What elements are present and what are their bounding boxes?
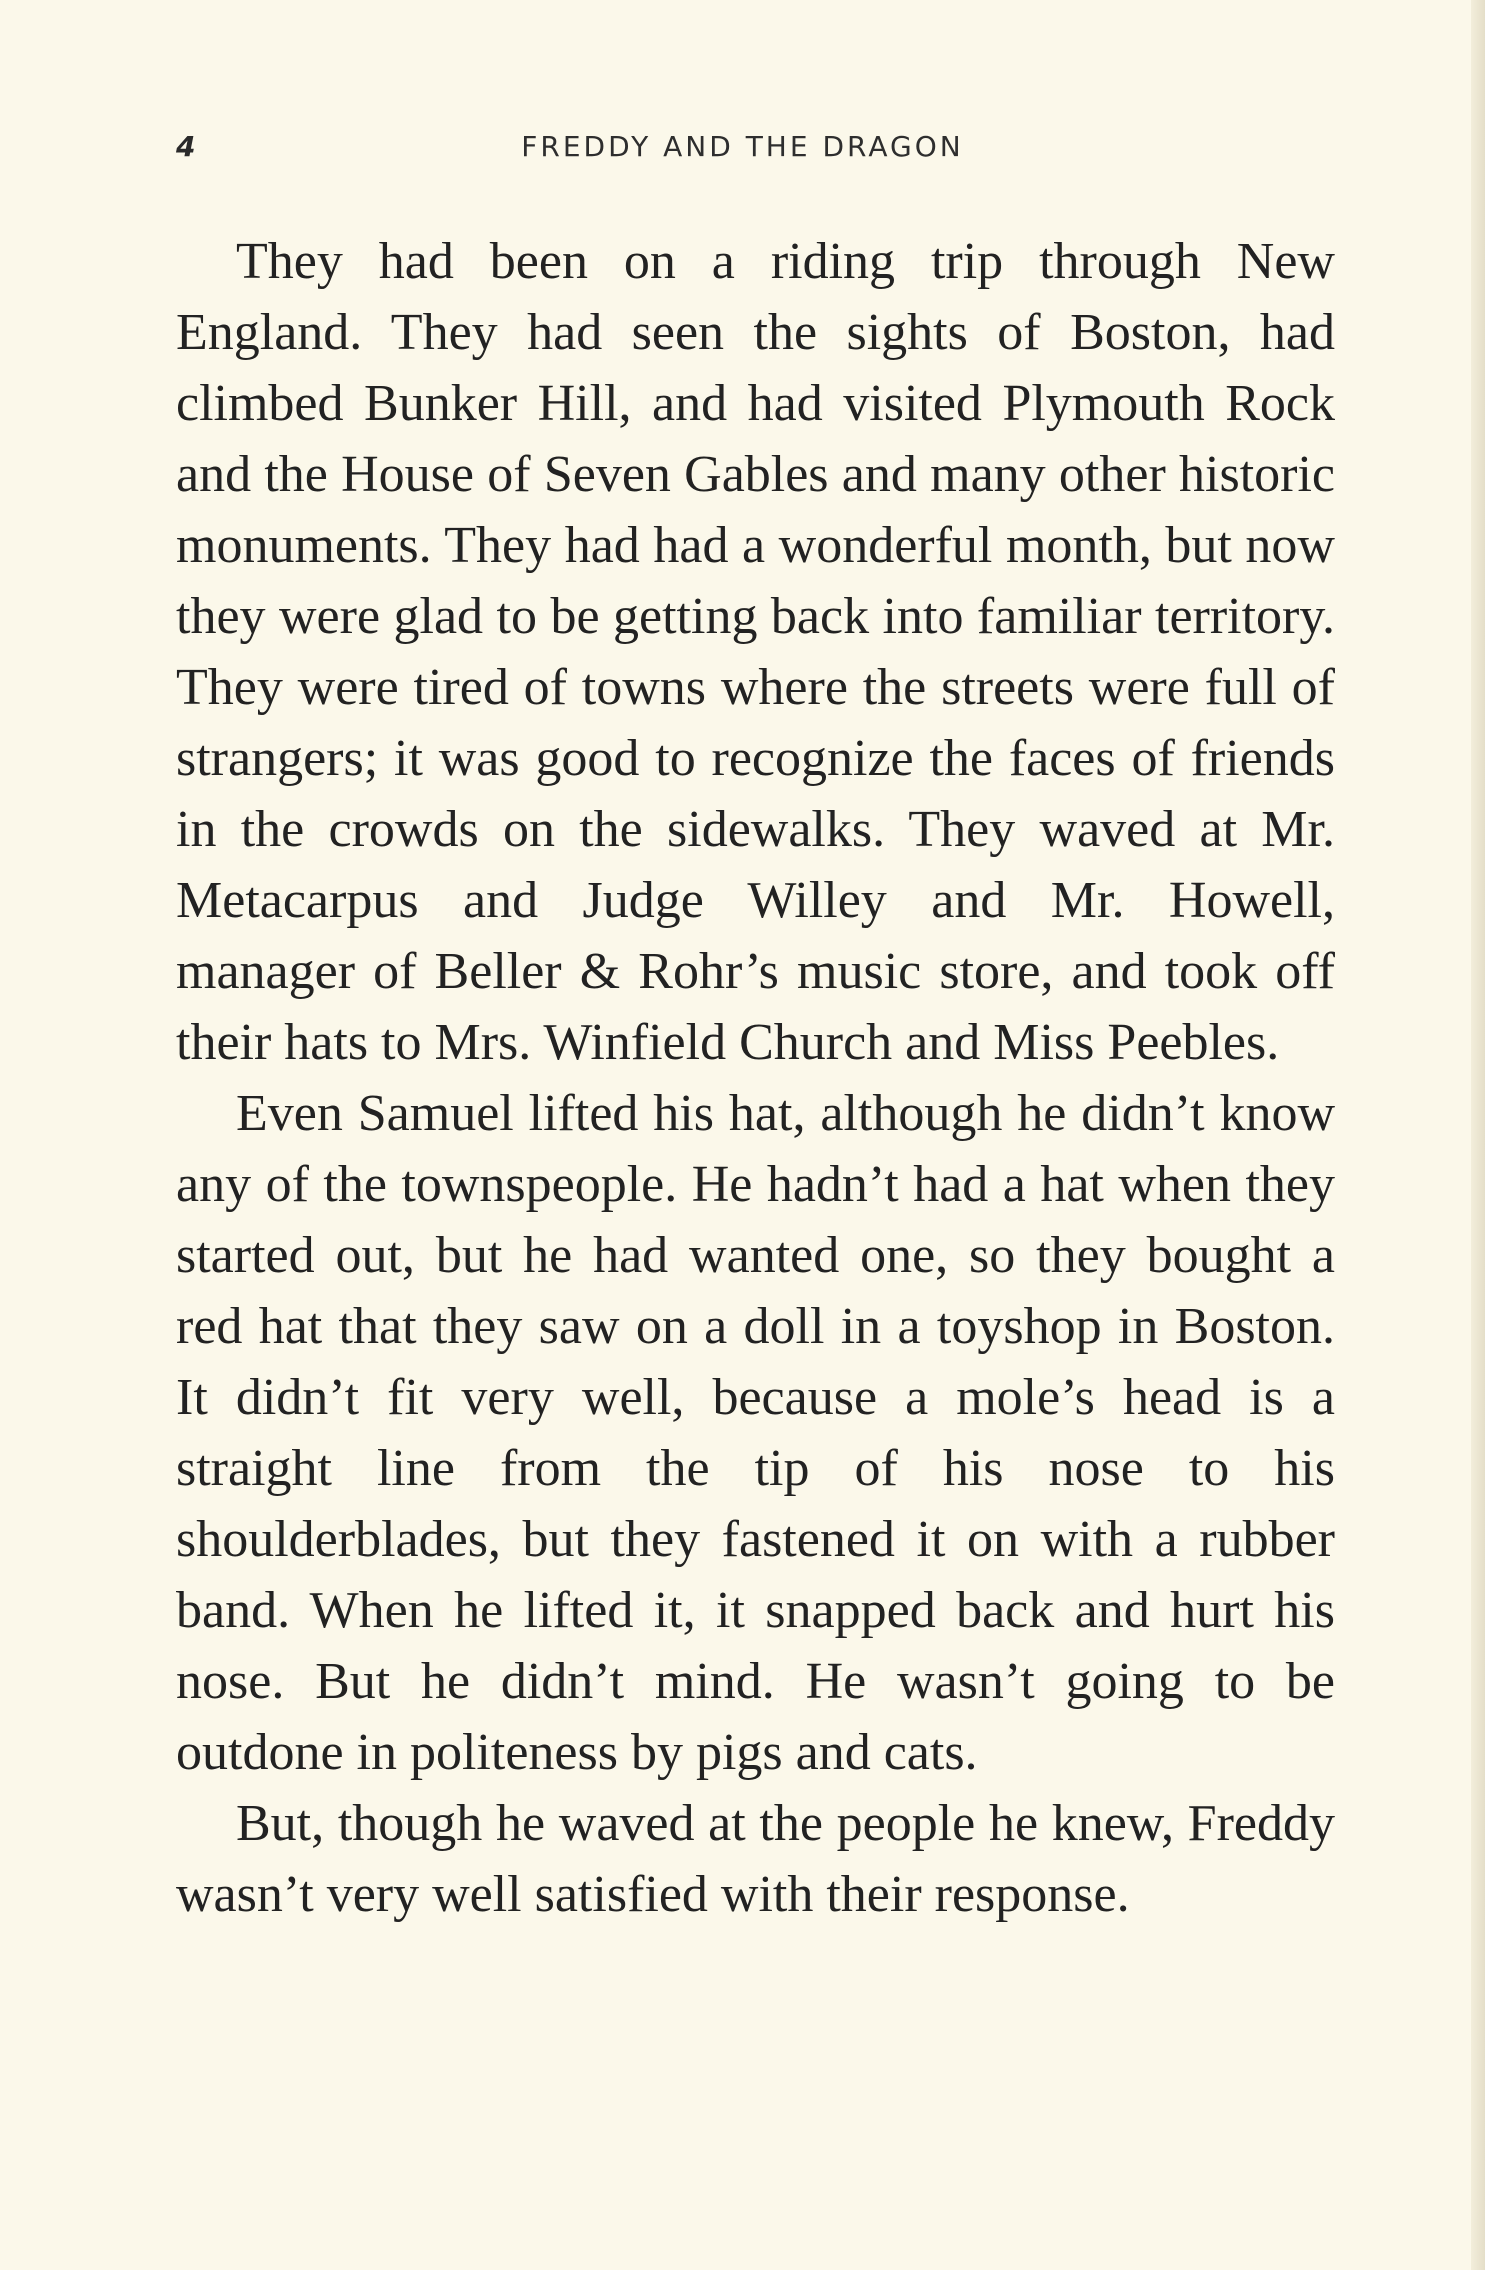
body-text bbox=[176, 226, 1335, 1930]
running-title: FREDDY AND THE DRAGON bbox=[521, 130, 964, 163]
page-edge bbox=[1471, 0, 1485, 2270]
page-number: 4 bbox=[176, 130, 196, 163]
paragraph: But, though he waved at the people he knew, Freddy wasn’t very well satisfied with their response. bbox=[176, 1795, 1335, 1923]
paragraph: They had been on a riding trip through New England. They had seen the sights of Boston, had climbed Bunker Hill, and had visited Plymouth Rock and the House of Seven Gables and many other historic monuments. They had had a wonderful month, but now they were glad to be getting back into familiar territory. They were tired of towns where the streets were full of strangers; it was good to recognize the faces of friends in the crowds on the sidewalks. They waved at Mr. Metacarpus and Judge Willey and Mr. Howell, manager of Beller & Rohr’s music store, and took off their hats to Mrs. Winfield Church and Miss Peebles. bbox=[176, 233, 1335, 1071]
page-header bbox=[0, 124, 1485, 174]
paragraph: Even Samuel lifted his hat, although he didn’t know any of the townspeople. He hadn’t had a hat when they started out, but he had wanted one, so they bought a red hat that they saw on a doll in a toyshop in Boston. It didn’t fit very well, because a mole’s head is a straight line from the tip of his nose to his shoulderblades, but they fastened it on with a rubber band. When he lifted it, it snapped back and hurt his nose. But he didn’t mind. He wasn’t going to be outdone in politeness by pigs and cats. bbox=[176, 1085, 1335, 1781]
